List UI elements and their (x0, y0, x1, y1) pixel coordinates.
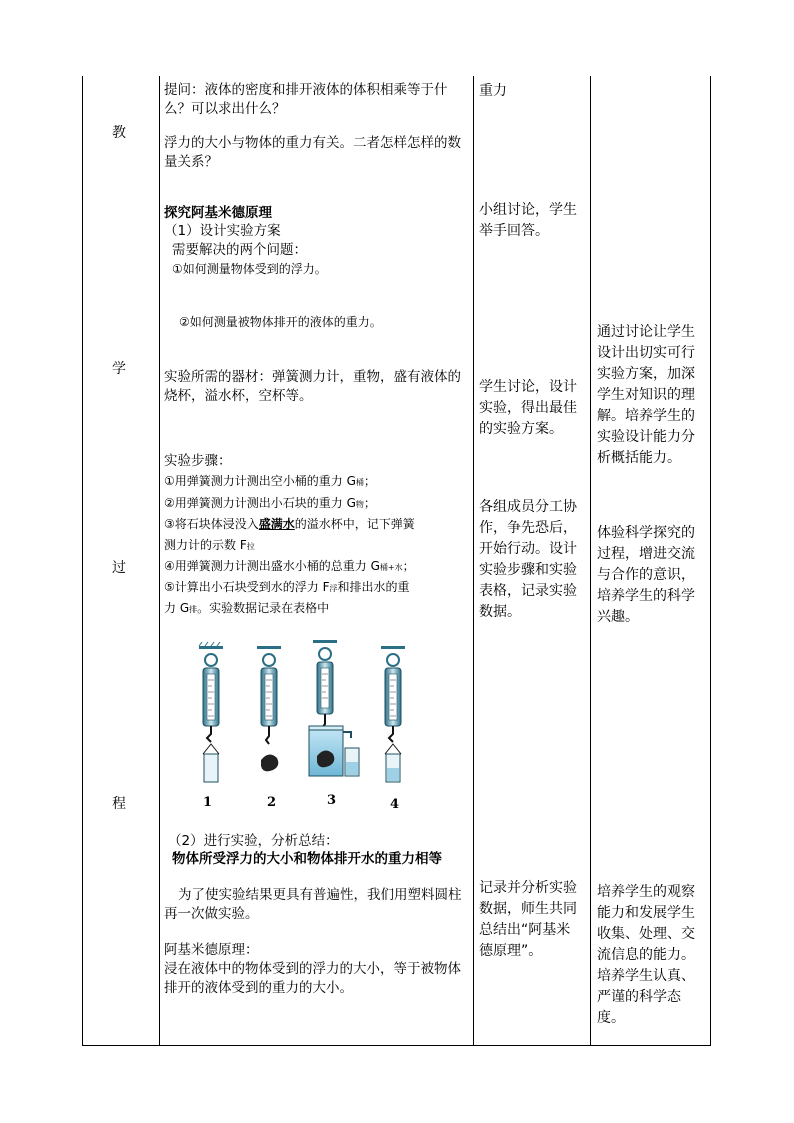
column-divider-2 (473, 76, 474, 1046)
step-2-end: ； (363, 496, 376, 510)
stage-char-2: 学 (112, 361, 126, 377)
step-1-subscript: 桶 (355, 478, 364, 487)
figure-label-3: 3 (327, 793, 337, 808)
step-4 (164, 557, 464, 577)
problem-1: ①如何测量物体受到的浮力。 (172, 262, 327, 276)
step-3-text-d: 测力计的示数 F (164, 538, 247, 552)
step-2 (164, 494, 464, 514)
student-activity-4: 各组成员分工协作，争先恐后，开始行动。设计实验步骤和实验表格，记录实验数据。 (479, 499, 577, 620)
table-border-right (710, 76, 711, 1046)
principle-title: 阿基米德原理： (164, 942, 259, 958)
figure-label-4: 4 (390, 797, 400, 812)
step-1-text: ①用弹簧测力计测出空小桶的重力 G (164, 474, 356, 488)
question-1: 提问：液体的密度和排开液体的体积相乘等于什么？可以求出什么？ (164, 82, 448, 117)
steps-title: 实验步骤： (164, 453, 232, 469)
spring-scale-2 (257, 646, 281, 771)
step-1-end: ； (363, 474, 376, 488)
step-5-subscript-2: 排 (189, 605, 198, 614)
step-3-full-water: 盛满水 (258, 517, 295, 531)
step-3-subscript: 拉 (246, 542, 255, 551)
explore-title: 探究阿基米德原理 (164, 205, 272, 221)
step-1 (164, 472, 464, 492)
repeat-experiment-text: 为了使实验结果更具有普遍性，我们用塑料圆柱再一次做实验。 (164, 887, 462, 922)
spring-scale-4 (381, 646, 405, 782)
step-5 (164, 578, 464, 598)
figure-label-1: 1 (203, 795, 213, 810)
student-activity-5: 记录并分析实验数据，师生共同总结出“阿基米德原理”。 (479, 880, 577, 959)
conclusion: 物体所受浮力的大小和物体排开水的重力相等 (172, 851, 442, 867)
step-4-text: ④用弹簧测力计测出盛水小桶的总重力 G (164, 559, 380, 573)
stage-char-1: 教 (112, 125, 126, 141)
question-2: 浮力的大小与物体的重力有关。二者怎样怎样的数量关系？ (164, 135, 461, 170)
step-5-text-b: 和排出水的重 (337, 580, 410, 594)
table-border-left (82, 76, 83, 1046)
design-intent-3: 培养学生的观察能力和发展学生收集、处理、交流信息的能力。培养学生认真、严谨的科学态度。 (597, 884, 695, 1026)
column-divider-3 (590, 76, 591, 1046)
step-5-text-a: ⑤计算出小石块受到水的浮力 F (164, 580, 330, 594)
conduct-title: （2）进行实验，分析总结： (168, 833, 339, 849)
student-activity-3: 学生讨论，设计实验，得出最佳的实验方案。 (479, 379, 577, 437)
design-title: （1）设计实验方案 (164, 223, 281, 239)
spring-scale-1 (199, 642, 223, 782)
stage-char-4: 程 (112, 796, 126, 812)
experiment-illustration (185, 638, 425, 788)
student-activity-1: 重力 (479, 83, 507, 99)
spring-scale-3 (309, 640, 359, 776)
step-5-text-d: 。实验数据记录在表格中 (197, 601, 330, 615)
step-3 (164, 515, 464, 533)
step-3-text-c: 的溢水杯中，记下弹簧 (294, 517, 415, 531)
step-5-text-c: 力 G (164, 601, 190, 615)
two-problems-label: 需要解决的两个问题： (172, 242, 307, 258)
step-2-subscript: 物 (355, 500, 364, 509)
design-intent-1: 通过讨论让学生设计出切实可行实验方案，加深学生对知识的理解。培养学生的实验设计能力分析概括能力。 (597, 324, 695, 466)
step-2-text: ②用弹簧测力计测出小石块的重力 G (164, 496, 356, 510)
student-activity-2: 小组讨论，学生举手回答。 (479, 202, 577, 239)
step-4-end: ； (402, 559, 415, 573)
figure-label-2: 2 (267, 795, 277, 810)
principle-text: 浸在液体中的物体受到的浮力的大小，等于被物体排开的液体受到的重力的大小。 (164, 961, 461, 996)
stage-char-3: 过 (112, 560, 126, 576)
step-5-line2 (164, 599, 464, 619)
design-intent-2: 体验科学探究的过程，增进交流与合作的意识，培养学生的科学兴趣。 (597, 525, 695, 625)
column-divider-1 (159, 76, 160, 1046)
problem-2: ②如何测量被物体排开的液体的重力。 (179, 315, 382, 329)
materials-text: 实验所需的器材：弹簧测力计，重物，盛有液体的烧杯，溢水杯，空杯等。 (164, 369, 461, 404)
step-4-subscript: 桶+水 (379, 563, 403, 572)
step-3-line2 (164, 536, 255, 556)
table-border-bottom (82, 1045, 711, 1046)
step-3-text-a: ③将石块体浸没入 (164, 517, 259, 531)
step-5-subscript-1: 浮 (329, 584, 338, 593)
